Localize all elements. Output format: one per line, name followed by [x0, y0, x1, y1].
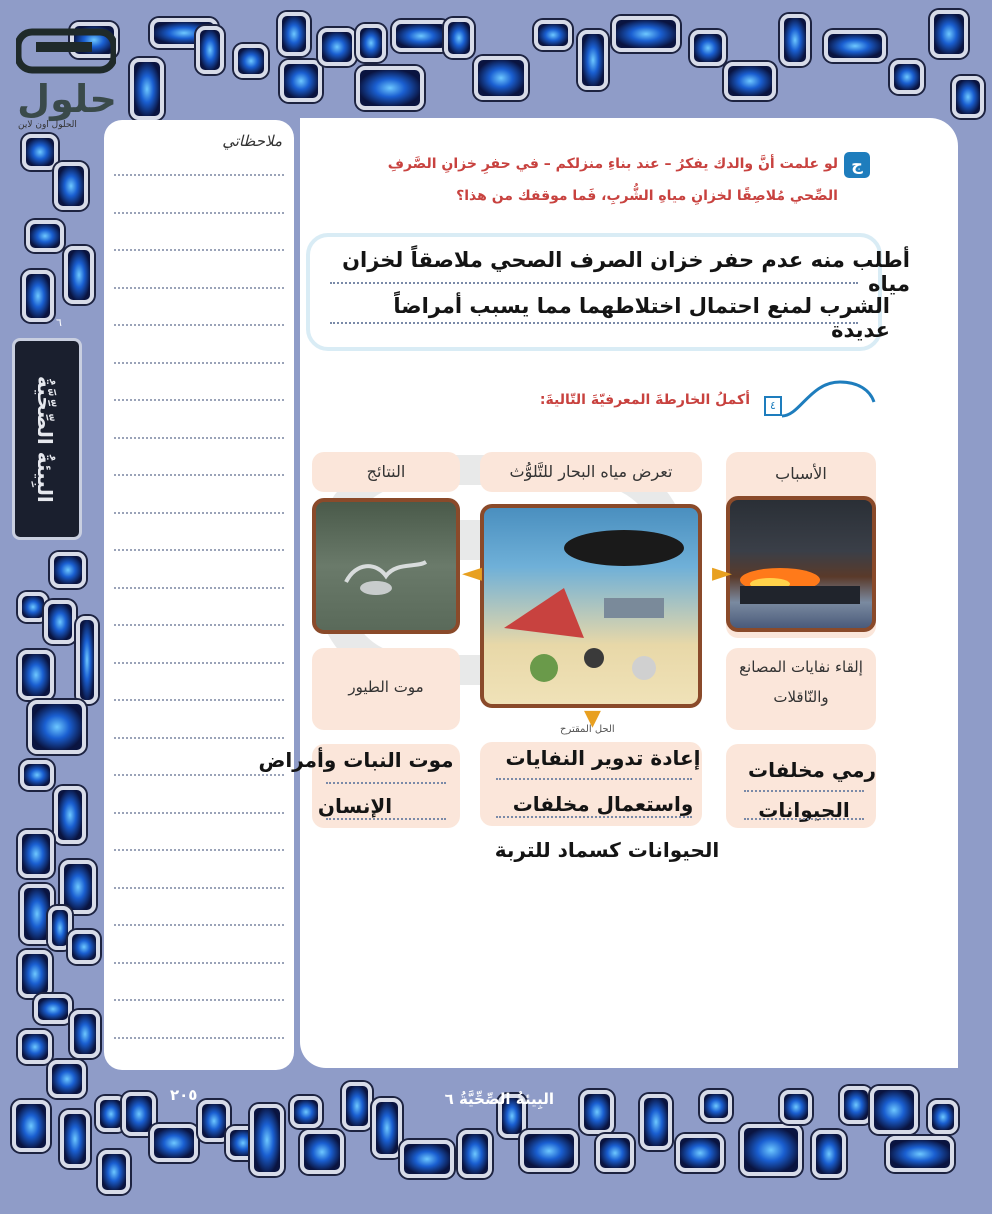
results-dotted-line: [326, 818, 446, 820]
notes-ruled-line: [114, 287, 284, 289]
causes-printed-card: [726, 648, 876, 730]
unit-side-tab: [12, 338, 82, 540]
results-printed-item: موت الطيور: [348, 678, 424, 696]
arrow-down-icon: ▼: [584, 706, 601, 731]
pattern-tile: [22, 134, 58, 170]
pattern-tile: [458, 1130, 492, 1178]
pattern-tile: [18, 950, 52, 998]
notes-ruled-line: [114, 324, 284, 326]
pattern-tile: [18, 650, 54, 700]
pattern-tile: [98, 1150, 130, 1194]
pattern-tile: [54, 162, 88, 210]
pattern-tile: [18, 1030, 52, 1064]
pattern-tile: [596, 1134, 634, 1172]
instruction-text: أكملُ الخارطةَ المعرفيّةَ التّاليةَ:: [539, 392, 750, 408]
pattern-tile: [318, 28, 356, 66]
burning-ship-photo: [726, 496, 876, 632]
pattern-tile: [356, 66, 424, 110]
pattern-tile: [870, 1086, 918, 1134]
answer-line-2: الشرب لمنع احتمال اختلاطهما مما يسبب أمراضاً عديدة: [393, 294, 890, 342]
pattern-tile: [60, 1110, 90, 1168]
notes-ruled-line: [114, 999, 284, 1001]
pattern-tile: [50, 552, 86, 588]
notes-ruled-line: [114, 474, 284, 476]
causes-answer-line-2: الحيوانات: [758, 798, 850, 822]
pattern-tile: [930, 10, 968, 58]
center-dotted-line: [496, 816, 692, 818]
pattern-tile: [824, 30, 886, 62]
notes-ruled-line: [114, 212, 284, 214]
pattern-tile: [64, 246, 94, 304]
pattern-tile: [474, 56, 528, 100]
logo-text: حلول: [17, 77, 117, 121]
pattern-tile: [26, 220, 64, 252]
notes-ruled-line: [114, 624, 284, 626]
causes-dotted-line: [744, 818, 864, 820]
causes-printed-line-2: والنّاقلات: [773, 688, 829, 706]
causes-dotted-line: [744, 790, 864, 792]
pattern-tile: [18, 830, 54, 878]
side-unit-number: ٦: [56, 316, 62, 329]
logo-mark-icon: [16, 28, 116, 80]
question-line-2: الصِّحي مُلاصِقًا لخزانِ مياهِ الشُّربِ، فَما موقفك من هذا؟: [456, 188, 838, 204]
pattern-tile: [392, 20, 450, 52]
center-answer-line-3: الحيوانات كسماد للتربة: [494, 838, 720, 862]
pattern-tile: [928, 1100, 958, 1134]
results-printed-card: [312, 648, 460, 730]
results-answer-line-2: الإنسان: [317, 794, 393, 818]
center-dotted-line: [496, 778, 692, 780]
pattern-tile: [356, 24, 386, 62]
pattern-tile: [12, 1100, 50, 1152]
arrow-left-icon: ◄: [462, 558, 482, 588]
footer-unit-title: البِيئةُ الصِّحِّيَّةُ ٦: [444, 1090, 554, 1108]
fire-icon: [730, 500, 872, 628]
notes-ruled-line: [114, 737, 284, 739]
oiled-bird-photo: [312, 498, 460, 634]
center-title: تعرض مياه البحار للتَّلوُّث: [509, 462, 673, 481]
results-answer-line-1: موت النبات وأمراض: [258, 748, 454, 772]
pattern-tile: [342, 1082, 372, 1130]
notes-ruled-line: [114, 362, 284, 364]
pattern-tile: [780, 14, 810, 66]
notes-ruled-line: [114, 174, 284, 176]
notes-panel: [104, 120, 294, 1070]
center-answer-line-1: إعادة تدوير النفايات: [505, 746, 701, 770]
pattern-tile: [130, 58, 164, 120]
pattern-tile: [48, 1060, 86, 1098]
pattern-tile: [400, 1140, 454, 1178]
pattern-tile: [196, 26, 224, 74]
pattern-tile: [76, 616, 98, 704]
notes-ruled-line: [114, 549, 284, 551]
pattern-tile: [886, 1136, 954, 1172]
notes-ruled-line: [114, 962, 284, 964]
page-number: ٢٠٥: [170, 1086, 198, 1104]
pattern-tile: [290, 1096, 322, 1128]
notes-ruled-line: [114, 812, 284, 814]
notes-ruled-line: [114, 849, 284, 851]
polluted-sea-illustration: [480, 504, 702, 708]
answer-dotted-line: [330, 282, 858, 284]
pattern-tile: [580, 1090, 614, 1134]
pattern-tile: [534, 20, 572, 50]
pattern-tile: [612, 16, 680, 52]
pattern-tile: [740, 1124, 802, 1176]
notes-ruled-line: [114, 512, 284, 514]
answer-line-1: أطلب منه عدم حفر خزان الصرف الصحي ملاصقاً لخزان مياه: [342, 248, 910, 296]
notes-ruled-line: [114, 924, 284, 926]
pattern-tile: [70, 1010, 100, 1058]
pattern-tile: [780, 1090, 812, 1124]
logo-subtitle: الحلول اون لاين: [18, 120, 77, 130]
pattern-tile: [150, 1124, 198, 1162]
causes-printed-line-1: إلقاء نفايات المصانع: [739, 658, 863, 676]
pattern-tile: [700, 1090, 732, 1122]
pattern-tile: [234, 44, 268, 78]
solution-label: الحل المقترح: [560, 724, 615, 735]
causes-title: الأسباب: [775, 464, 827, 483]
pattern-tile: [640, 1094, 672, 1150]
pattern-tile: [22, 270, 54, 322]
pattern-tile: [520, 1130, 578, 1172]
notes-title: ملاحظاتي: [222, 132, 282, 150]
instruction-badge: ٤: [764, 396, 782, 416]
pollution-scene-icon: [484, 508, 698, 704]
pattern-tile: [690, 30, 726, 66]
center-card: [480, 452, 702, 492]
question-badge: ج: [844, 152, 870, 178]
unit-side-tab-label: البِيئةُ الصِّحِّيَّةُ: [33, 375, 57, 503]
pattern-tile: [68, 930, 100, 964]
results-card: [312, 452, 460, 492]
bird-icon: [316, 502, 456, 630]
pattern-tile: [34, 994, 72, 1024]
results-title: النتائج: [366, 462, 406, 481]
notes-ruled-line: [114, 437, 284, 439]
pattern-tile: [812, 1130, 846, 1178]
pattern-tile: [952, 76, 984, 118]
notes-ruled-line: [114, 774, 284, 776]
notes-ruled-line: [114, 662, 284, 664]
arrow-right-icon: ►: [712, 558, 732, 588]
pattern-tile: [44, 600, 76, 644]
pattern-tile: [444, 18, 474, 58]
results-dotted-line: [326, 782, 446, 784]
notes-ruled-line: [114, 887, 284, 889]
causes-answer-line-1: رمي مخلفات: [747, 758, 877, 782]
pattern-tile: [578, 30, 608, 90]
publisher-logo: [12, 28, 122, 130]
question-line-1: لو علمت أنَّ والدك يفكرُ – عند بناءِ منزلكم – في حفرِ خزانِ الصَّرفِ: [387, 156, 838, 172]
pattern-tile: [890, 60, 924, 94]
center-answer-line-2: واستعمال مخلفات: [512, 792, 694, 816]
wave-decoration-icon: [780, 376, 876, 422]
notes-ruled-line: [114, 699, 284, 701]
notes-ruled-line: [114, 249, 284, 251]
pattern-tile: [250, 1104, 284, 1176]
notes-ruled-line: [114, 587, 284, 589]
notes-ruled-line: [114, 1037, 284, 1039]
pattern-tile: [278, 12, 310, 56]
notes-ruled-line: [114, 399, 284, 401]
pattern-tile: [20, 760, 54, 790]
pattern-tile: [840, 1086, 872, 1124]
pattern-tile: [300, 1130, 344, 1174]
pattern-tile: [372, 1098, 402, 1158]
pattern-tile: [28, 700, 86, 754]
pattern-tile: [54, 786, 86, 844]
answer-dotted-line: [330, 322, 858, 324]
pattern-tile: [724, 62, 776, 100]
pattern-tile: [676, 1134, 724, 1172]
pattern-tile: [280, 60, 322, 102]
